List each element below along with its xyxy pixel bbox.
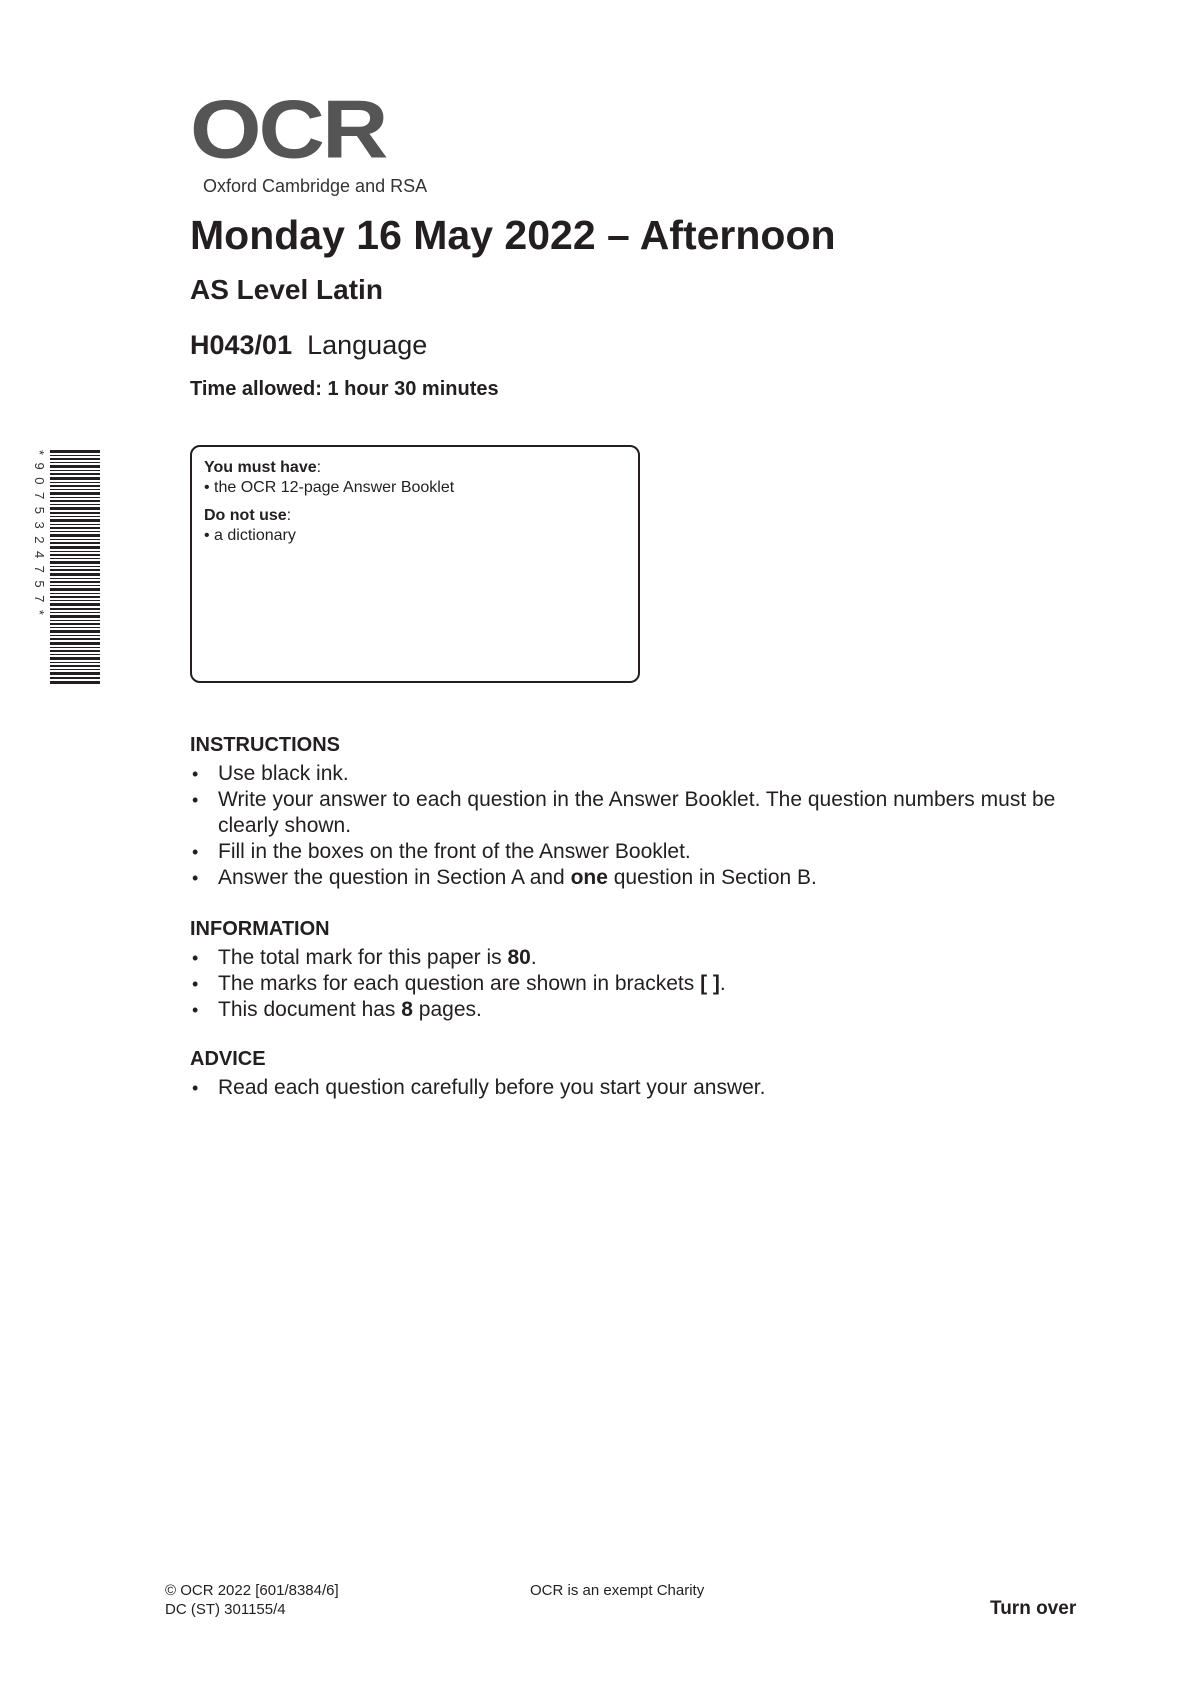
do-not-use-heading: Do not use: <box>204 507 292 524</box>
advice-section <box>190 1048 1090 1101</box>
paper-name: Language <box>307 330 428 360</box>
barcode-digits: *9075324757* <box>32 450 47 623</box>
exam-date: Monday 16 May 2022 – Afternoon <box>190 212 836 258</box>
instructions-section <box>190 734 1090 891</box>
time-allowed: Time allowed: 1 hour 30 minutes <box>190 378 499 400</box>
list-item: • Write your answer to each question in the Answer Booklet. The question numbers must be clearly shown. <box>190 787 1090 839</box>
must-have-heading: You must have: <box>204 459 322 476</box>
requirements-box <box>190 445 640 683</box>
advice-heading: ADVICE <box>190 1048 266 1070</box>
exam-subject: AS Level Latin <box>190 274 383 305</box>
footer-copyright: © OCR 2022 [601/8384/6] <box>165 1582 339 1599</box>
barcode <box>50 450 100 685</box>
do-not-use-item: • a dictionary <box>204 527 296 544</box>
list-item: • Use black ink. <box>190 761 1090 787</box>
list-item: • The total mark for this paper is 80. <box>190 945 1090 971</box>
instructions-heading: INSTRUCTIONS <box>190 734 340 756</box>
list-item: • This document has 8 pages. <box>190 997 1090 1023</box>
turn-over-label: Turn over <box>990 1598 1077 1619</box>
must-have-item: • the OCR 12-page Answer Booklet <box>204 479 455 496</box>
paper-code: H043/01 <box>190 330 293 360</box>
footer-charity: OCR is an exempt Charity <box>530 1582 705 1599</box>
paper-code-line <box>190 330 427 361</box>
list-item: • Read each question carefully before you start your answer. <box>190 1075 1090 1101</box>
information-section <box>190 918 1090 1023</box>
list-item: • The marks for each question are shown in brackets [ ]. <box>190 971 1090 997</box>
information-heading: INFORMATION <box>190 918 330 940</box>
footer-reference: DC (ST) 301155/4 <box>165 1601 286 1618</box>
ocr-logo: OCR <box>190 83 386 176</box>
list-item: • Fill in the boxes on the front of the Answer Booklet. <box>190 839 1090 865</box>
ocr-logo-subtitle: Oxford Cambridge and RSA <box>203 176 428 196</box>
list-item: • Answer the question in Section A and one question in Section B. <box>190 865 1090 891</box>
